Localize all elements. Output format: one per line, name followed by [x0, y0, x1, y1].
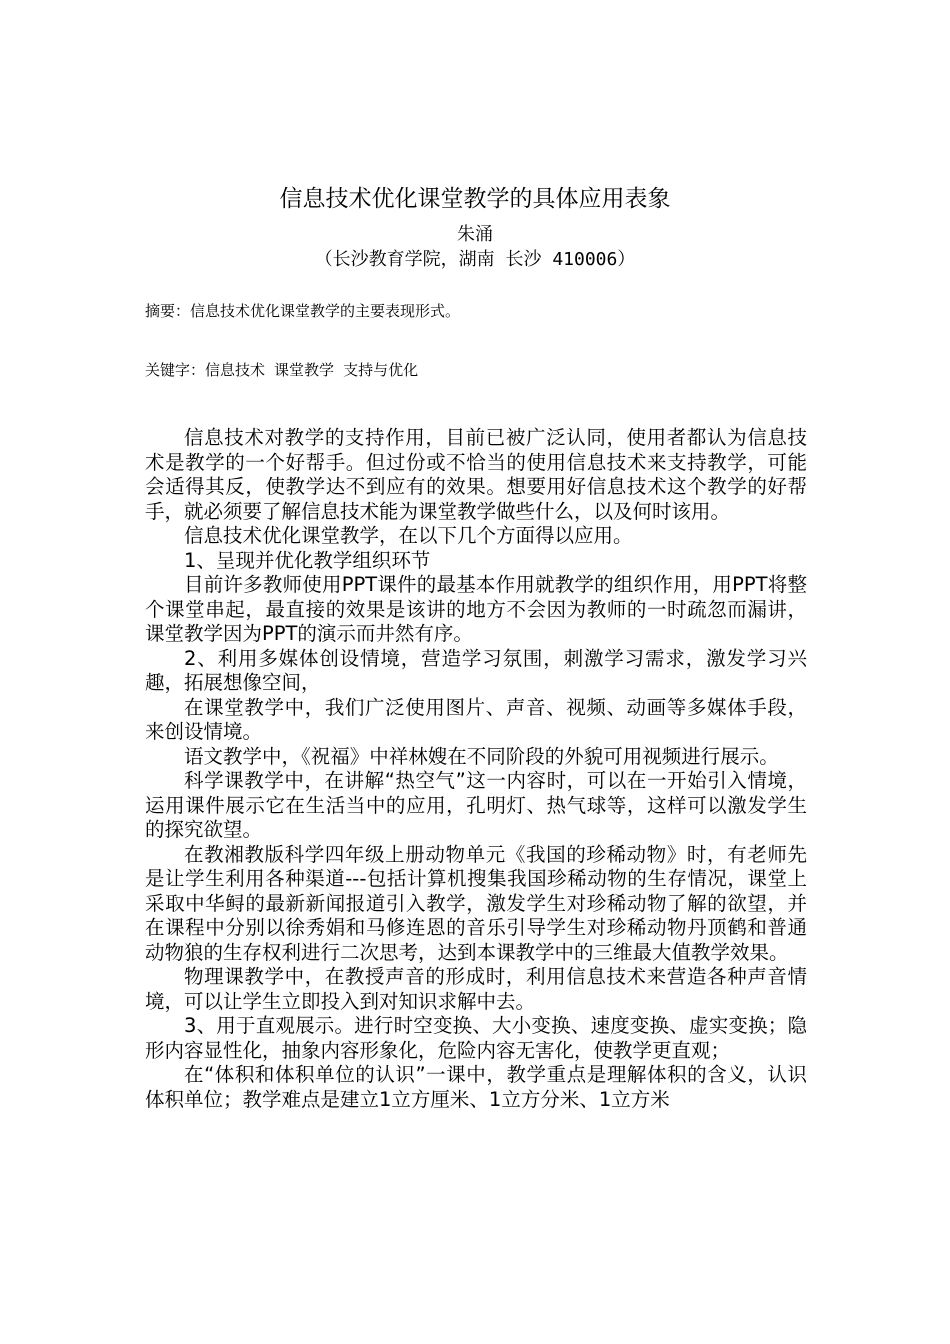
paragraph: 物理课教学中，在教授声音的形成时，利用信息技术来营造各种声音情境，可以让学生立即投入到对知识求解中去。 — [145, 965, 807, 1013]
document-title: 信息技术优化课堂教学的具体应用表象 — [279, 186, 671, 212]
paragraph: 在教湘教版科学四年级上册动物单元《我国的珍稀动物》时，有老师先是让学生利用各种渠道---包括计算机搜集我国珍稀动物的生存情况，课堂上采取中华鲟的最新新闻报道引入教学，激发学生对珍稀动物了解的欲望，并在课程中分别以徐秀娟和马修连恩的音乐引导学生对珍稀动物丹顶鹤和普通动物狼的生存权利进行二次思考，达到本课教学中的三维最大值教学效果。 — [145, 842, 807, 964]
section-heading: 1、呈现并优化教学组织环节 — [184, 548, 431, 572]
paragraph: 目前许多教师使用PPT课件的最基本作用就教学的组织作用，用PPT将整个课堂串起，最直接的效果是该讲的地方不会因为教师的一时疏忽而漏讲，课堂教学因为PPT的演示而井然有序。 — [145, 573, 807, 645]
paragraph: 在课堂教学中，我们广泛使用图片、声音、视频、动画等多媒体手段，来创设情境。 — [145, 695, 807, 743]
body-text — [145, 426, 807, 1112]
paragraph: 在“体积和体积单位的认识”一课中，教学重点是理解体积的含义，认识体积单位；教学难点是建立1立方厘米、1立方分米、1立方米 — [145, 1063, 807, 1111]
paragraph: 科学课教学中，在讲解“热空气”这一内容时，可以在一开始引入情境，运用课件展示它在生活当中的应用，孔明灯、热气球等，这样可以激发学生的探究欲望。 — [145, 769, 807, 841]
author-name: 朱涌 — [457, 224, 493, 245]
abstract: 摘要：信息技术优化课堂教学的主要表现形式。 — [145, 302, 461, 320]
paragraph: 语文教学中，《祝福》中祥林嫂在不同阶段的外貌可用视频进行展示。 — [184, 744, 779, 768]
paragraph: 信息技术优化课堂教学，在以下几个方面得以应用。 — [184, 524, 633, 547]
keywords: 关键字：信息技术 课堂教学 支持与优化 — [145, 361, 419, 379]
author-affiliation: （长沙教育学院，湖南 长沙 410006） — [314, 249, 636, 270]
section-heading: 2、利用多媒体创设情境，营造学习氛围，刺激学习需求，激发学习兴趣，拓展想像空间， — [145, 646, 807, 694]
section-heading: 3、用于直观展示。进行时空变换、大小变换、速度变换、虚实变换；隐形内容显性化，抽象内容形象化，危险内容无害化，使教学更直观； — [145, 1014, 807, 1062]
paragraph: 信息技术对教学的支持作用，目前已被广泛认同，使用者都认为信息技术是教学的一个好帮手。但过份或不恰当的使用信息技术来支持教学，可能会适得其反，使教学达不到应有的效果。想要用好信息技术这个教学的好帮手，就必须要了解信息技术能为课堂教学做些什么，以及何时该用。 — [145, 426, 807, 523]
